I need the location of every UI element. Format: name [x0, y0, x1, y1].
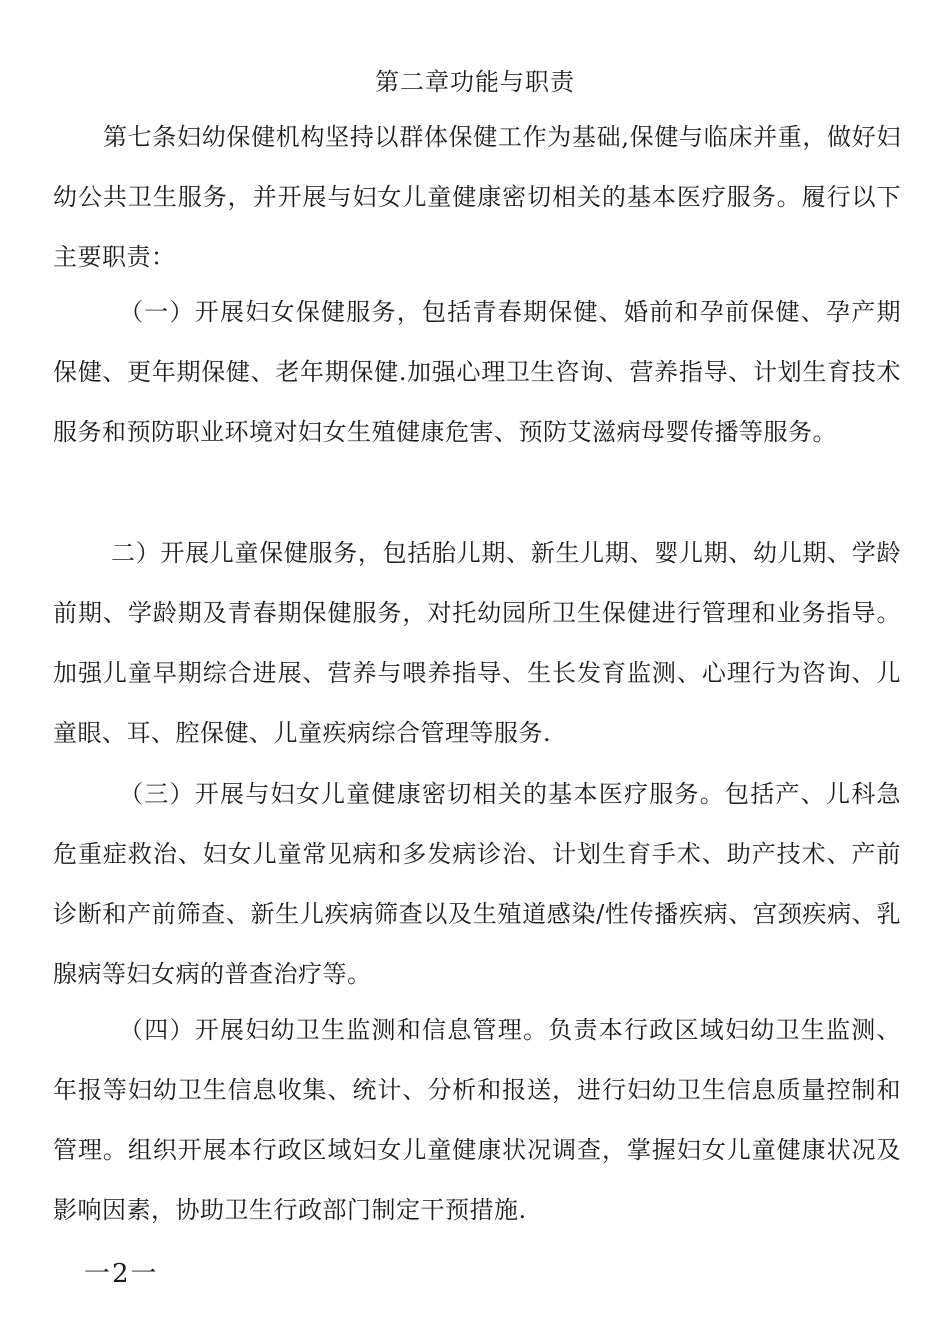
duty-1-women-health-paragraph: （一）开展妇女保健服务，包括青春期保健、婚前和孕前保健、孕产期保健、更年期保健、老年期保健.加强心理卫生咨询、营养指导、计划生育技术服务和预防职业环境对妇女生殖健康危害、预防艾滋病母婴传播等服务。 — [53, 298, 901, 446]
article-7-intro-paragraph: 第七条妇幼保健机构坚持以群体保健工作为基础,保健与临床并重，做好妇幼公共卫生服务，并开展与妇女儿童健康密切相关的基本医疗服务。履行以下主要职责： — [53, 123, 901, 271]
duty-3-medical-services-paragraph: （三）开展与妇女儿童健康密切相关的基本医疗服务。包括产、儿科急危重症救治、妇女儿童常见病和多发病诊治、计划生育手术、助产技术、产前诊断和产前筛查、新生儿疾病筛查以及生殖道感染/性传播疾病、宫颈疾病、乳腺病等妇女病的普查治疗等。 — [53, 780, 901, 988]
duty-2-child-health-paragraph: 二）开展儿童保健服务，包括胎儿期、新生儿期、婴儿期、幼儿期、学龄前期、学龄期及青春期保健服务，对托幼园所卫生保健进行管理和业务指导。加强儿童早期综合进展、营养与喂养指导、生长发育监测、心理行为咨询、儿童眼、耳、腔保健、儿童疾病综合管理等服务. — [53, 539, 901, 747]
duty-4-monitoring-paragraph: （四）开展妇幼卫生监测和信息管理。负责本行政区域妇幼卫生监测、年报等妇幼卫生信息收集、统计、分析和报送，进行妇幼卫生信息质量控制和管理。组织开展本行政区域妇女儿童健康状况调查，掌握妇女儿童健康状况及影响因素，协助卫生行政部门制定干预措施. — [53, 1016, 901, 1224]
page-number: 一2一 — [84, 1259, 159, 1289]
chapter-title: 第二章功能与职责 — [375, 68, 575, 96]
